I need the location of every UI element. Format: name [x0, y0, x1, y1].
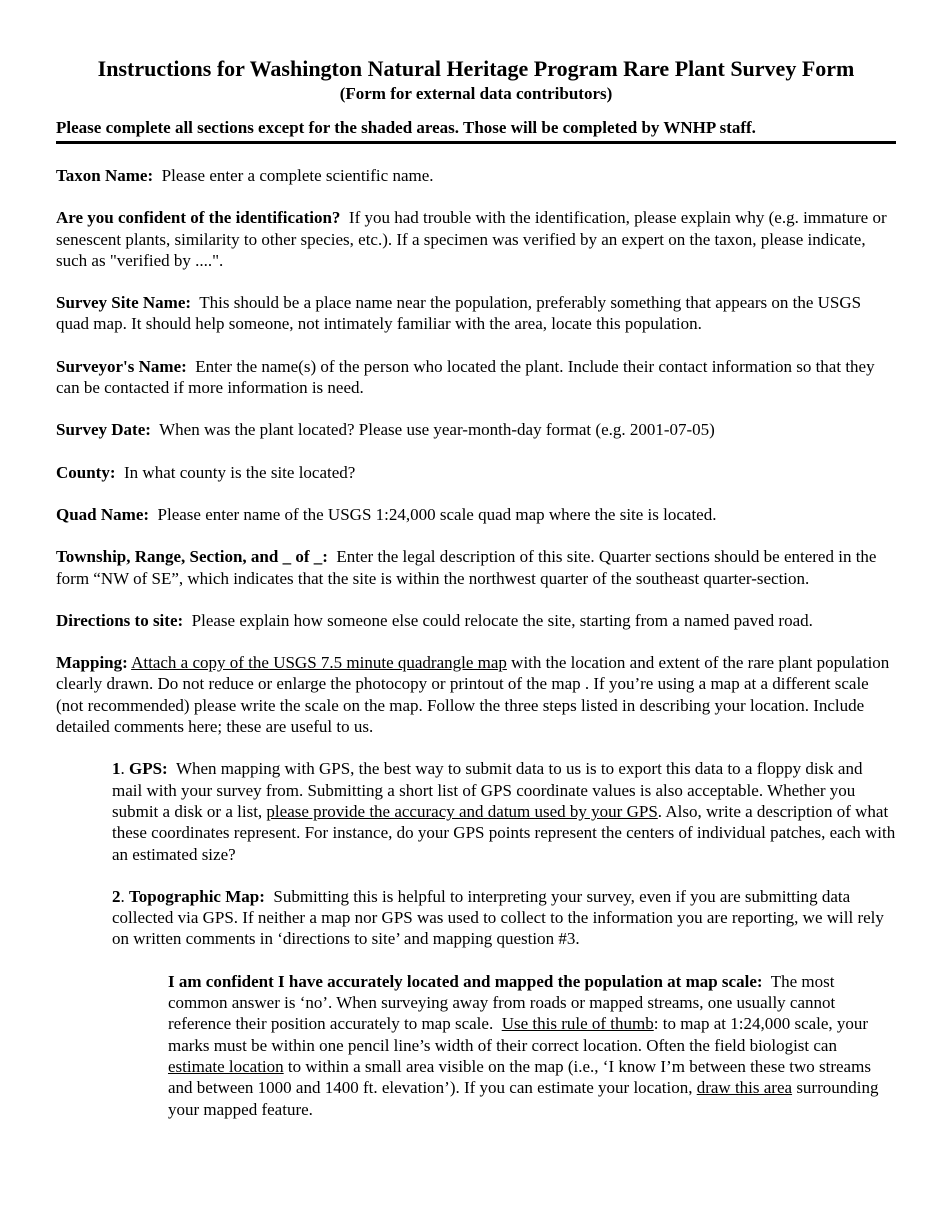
accuracy-text-1: The most common answer is ‘no’. When surveying away from roads or mapped streams, one usually cannot reference their position accurately to map scale. — [168, 971, 836, 1034]
surveyor-label: Surveyor's Name: — [56, 356, 187, 376]
accuracy-text-3: to within a small area visible on the map (i.e., ‘I know I’m between these two streams and between 1000 and 1400 ft. elevation’). If you can estimate your location, — [168, 1056, 871, 1098]
taxon-name-instruction — [56, 165, 896, 186]
gps-text-1: When mapping with GPS, the best way to submit data to us is to export this data to a floppy disk and mail with your survey from. Submitting a short list of GPS coordinate values is also acceptable. Whether you submit a disk or a list, — [112, 759, 863, 821]
gps-number: 1 — [112, 759, 121, 779]
rule-of-thumb-underlined: Use this rule of thumb — [501, 1014, 654, 1034]
accuracy-label: I am confident I have accurately located and mapped the population at map scale: — [168, 971, 763, 991]
township-text: Enter the legal description of this site. Quarter sections should be entered in the form “NW of SE”, which indicates that the site is within the northwest quarter of the southeast quarter-section. — [56, 547, 877, 588]
site-name-instruction — [56, 292, 896, 335]
topo-number: 2 — [112, 886, 121, 906]
surveyor-text: Enter the name(s) of the person who located the plant. Include their contact information so that they can be contacted if more information is need. — [56, 356, 875, 398]
accuracy-text-2: : to map at 1:24,000 scale, your marks must be within one pencil line’s width of their correct location. Often the field biologist can — [168, 1014, 869, 1055]
gps-label: GPS: — [129, 759, 168, 779]
directions-label: Directions to site: — [56, 610, 184, 630]
county-instruction — [56, 462, 896, 483]
county-label: County: — [56, 462, 116, 482]
site-name-text: This should be a place name near the population, preferably something that appears on the USGS quad map. It should help someone, not intimately familiar with the area, locate this population. — [56, 293, 862, 334]
identification-label: Are you confident of the identification? — [56, 208, 341, 228]
quad-name-instruction — [56, 504, 896, 525]
topo-label: Topographic Map: — [129, 886, 265, 906]
mapping-label: Mapping: — [56, 653, 128, 673]
topo-text: Submitting this is helpful to interpreting your survey, even if you are submitting data collected via GPS. If neither a map nor GPS was used to collect to the information you are reporting, we will rely on written comments in ‘directions to site’ and mapping question #3. — [112, 886, 884, 949]
draw-this-area-underlined: draw this area — [696, 1078, 793, 1098]
mapping-underlined-text: Attach a copy of the USGS 7.5 minute quadrangle map — [131, 653, 507, 673]
gps-text-2: . Also, write a description of what these coordinates represent. For instance, do your GPS points represent the centers of individual patches, each with an estimated size? — [112, 801, 896, 864]
taxon-name-label: Taxon Name: — [56, 166, 154, 185]
survey-date-instruction — [56, 419, 896, 440]
surveyor-instruction — [56, 356, 896, 399]
accuracy-text-4: surrounding your mapped feature. — [168, 1078, 879, 1119]
survey-date-text: When was the plant located? Please use year-month-day format (e.g. 2001-07-05) — [159, 420, 715, 440]
identification-text: If you had trouble with the identification, please explain why (e.g. immature or senescent plants, similarity to other species, etc.). If a specimen was verified by an expert on the taxon, please indicate, such as "verified by ....". — [56, 208, 887, 270]
township-instruction — [56, 546, 896, 589]
topo-map-instruction: 2. Topographic Map: Submitting this is helpful to interpreting your survey, even if you are submitting data collected via GPS. If neither a map nor GPS was used to collect to the information you are reporting, we will rely on written comments in ‘directions to site’ and mapping question #3. — [112, 886, 884, 949]
gps-instruction: 1. GPS: When mapping with GPS, the best way to submit data to us is to export this data to a floppy disk and mail with your survey from. Submitting a short list of GPS coordinate values is also acceptable. Whether you submit a disk or a list, please provide the accuracy and datum used by your GPS. Also, write a description of what these coordinates represent. For instance, do your GPS points represent the centers of individual patches, each with an estimated size? — [112, 759, 896, 864]
directions-instruction — [56, 610, 896, 631]
quad-name-text: Please enter name of the USGS 1:24,000 scale quad map where the site is located. — [157, 504, 717, 524]
survey-date-label: Survey Date: — [56, 420, 151, 440]
site-name-label: Survey Site Name: — [56, 293, 192, 313]
accuracy-instruction — [168, 971, 896, 1120]
gps-underlined-text: please provide the accuracy and datum used by your GPS — [266, 801, 658, 821]
completion-notice: Please complete all sections except for the shaded areas. Those will be completed by WNHP staff. — [56, 117, 896, 144]
directions-text: Please explain how someone else could relocate the site, starting from a named paved road. — [191, 610, 813, 630]
taxon-name-text: Please enter a complete scientific name. — [161, 166, 434, 185]
identification-instruction — [56, 207, 896, 271]
quad-name-label: Quad Name: — [56, 504, 150, 524]
instructions-page — [56, 55, 896, 1141]
mapping-text: with the location and extent of the rare plant population clearly drawn. Do not reduce or enlarge the photocopy or printout of the map . If you’re using a map at a different scale (not recommended) please write the scale on the map. Follow the three steps listed in describing your location. Include detailed comments here; these are useful to us. — [56, 653, 890, 737]
mapping-instruction — [56, 652, 896, 737]
page-title: Instructions for Washington Natural Heritage Program Rare Plant Survey Form — [97, 56, 855, 81]
estimate-location-underlined: estimate location — [168, 1056, 284, 1076]
page-subtitle: (Form for external data contributors) — [339, 84, 613, 103]
county-text: In what county is the site located? — [124, 462, 356, 482]
township-label: Township, Range, Section, and _ of _: — [56, 547, 328, 567]
